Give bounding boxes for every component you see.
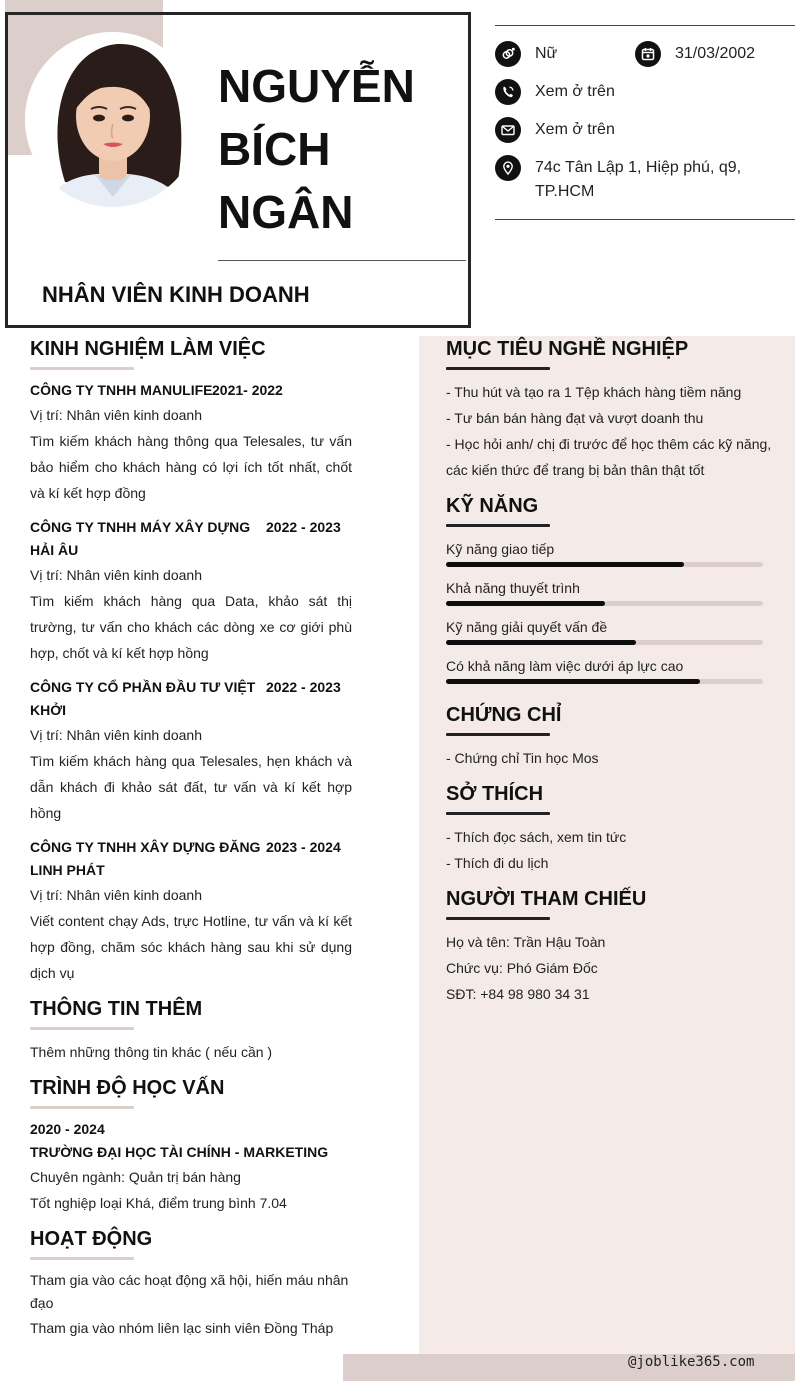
skill-bar-fill [446, 601, 605, 606]
activity-item: Tham gia vào nhóm liên lạc sinh viên Đồng Tháp [30, 1320, 334, 1336]
certificate-item: - Chứng chỉ Tin học Mos [446, 750, 599, 766]
job-2-company-line-2: HẢI ÂU [30, 542, 79, 558]
job-title: NHÂN VIÊN KINH DOANH [42, 282, 310, 307]
job-1-description: Tìm kiếm khách hàng thông qua Telesales, tư vấn bảo hiểm cho khách hàng có lợi ích tốt nhất, chốt và kí kết hợp đồng [30, 433, 352, 501]
job-1-period: 2021- 2022 [212, 382, 283, 398]
contact-bottom-divider [495, 219, 795, 220]
job-2-company-line-1: CÔNG TY TNHH MÁY XÂY DỰNG [30, 519, 251, 535]
hobby-item: - Thích đi du lịch [446, 855, 549, 871]
objective-item: - Học hỏi anh/ chị đi trước để học thêm các kỹ năng, các kiến thức để trang bị bản thân thật tốt [446, 436, 772, 478]
job-3-company-line-1: CÔNG TY CỔ PHẦN ĐẦU TƯ VIỆT [30, 679, 256, 695]
email-value: Xem ở trên [535, 121, 615, 138]
certificates-title: CHỨNG CHỈ [446, 704, 562, 726]
skill-bar-track [446, 601, 763, 606]
extra-info-title: THÔNG TIN THÊM [30, 998, 203, 1020]
name-line-3: NGÂN [218, 186, 354, 238]
gender-icon [495, 41, 521, 67]
skill-name: Kỹ năng giải quyết vấn đề [446, 619, 608, 635]
education-major: Chuyên ngành: Quản trị bán hàng [30, 1169, 241, 1185]
experience-title: KINH NGHIỆM LÀM VIỆC [30, 338, 266, 360]
skill-bar-fill [446, 562, 684, 567]
references-title: NGƯỜI THAM CHIẾU [446, 888, 647, 910]
name-line-1: NGUYỄN [218, 60, 415, 112]
job-3-description: Tìm kiếm khách hàng qua Telesales, hẹn khách và dẫn khách đi khảo sát đất, tư vấn và kí kết hợp hồng [30, 753, 352, 821]
activity-item: Tham gia vào các hoạt động xã hội, hiến máu nhân đạo [30, 1272, 349, 1311]
birthday-value: 31/03/2002 [675, 45, 756, 62]
job-4-period: 2023 - 2024 [266, 839, 341, 855]
candidate-name [218, 55, 458, 244]
calendar-icon [635, 41, 661, 67]
location-icon [495, 155, 521, 181]
job-4-description: Viết content chạy Ads, trực Hotline, tư vấn và kí kết hợp đồng, chăm sóc khách hàng sau khi sử dụng dịch vụ [30, 913, 352, 981]
extra-info-text: Thêm những thông tin khác ( nếu cần ) [30, 1044, 273, 1060]
experience-underline [30, 367, 134, 370]
reference-name: Họ và tên: Trần Hậu Toàn [446, 934, 606, 950]
job-1-position: Vị trí: Nhân viên kinh doanh [30, 407, 202, 423]
avatar [25, 32, 200, 207]
education-grade: Tốt nghiệp loại Khá, điểm trung bình 7.04 [30, 1195, 287, 1211]
skill-name: Có khả năng làm việc dưới áp lực cao [446, 658, 684, 674]
job-2-description: Tìm kiếm khách hàng qua Data, khảo sát thị trường, tư vấn cho khách các dòng xe cơ giới phù hợp, chốt và kí kết hợp hồng [30, 593, 352, 661]
activities-underline [30, 1257, 134, 1260]
skill-name: Kỹ năng giao tiếp [446, 541, 555, 557]
skill-bar-track [446, 562, 763, 567]
skill-bar-fill [446, 679, 700, 684]
job-4-company-line-1: CÔNG TY TNHH XÂY DỰNG ĐĂNG [30, 839, 261, 855]
job-3-company-line-2: KHỞI [30, 702, 67, 718]
job-2-position: Vị trí: Nhân viên kinh doanh [30, 567, 202, 583]
education-period: 2020 - 2024 [30, 1121, 105, 1137]
address-line-1: 74c Tân Lập 1, Hiệp phú, q9, [535, 159, 742, 176]
reference-position: Chức vụ: Phó Giám Đốc [446, 960, 598, 976]
contact-top-divider [495, 25, 795, 26]
references-underline [446, 917, 550, 920]
education-school: TRƯỜNG ĐẠI HỌC TÀI CHÍNH - MARKETING [30, 1144, 329, 1160]
skills-underline [446, 524, 550, 527]
objective-title: MỤC TIÊU NGHỀ NGHIỆP [446, 338, 689, 360]
phone-icon [495, 79, 521, 105]
extra-info-underline [30, 1027, 134, 1030]
skill-name: Khả năng thuyết trình [446, 580, 580, 596]
reference-phone: SĐT: +84 98 980 34 31 [446, 986, 590, 1002]
education-underline [30, 1106, 134, 1109]
hobbies-title: SỞ THÍCH [446, 783, 544, 805]
objective-item: - Tư bán bán hàng đạt và vượt doanh thu [446, 410, 704, 426]
skills-title: KỸ NĂNG [446, 495, 539, 517]
phone-value: Xem ở trên [535, 83, 615, 100]
email-icon [495, 117, 521, 143]
skill-bar-track [446, 640, 763, 645]
skill-bar-track [446, 679, 763, 684]
job-2-period: 2022 - 2023 [266, 519, 341, 535]
watermark: @joblike365.com [628, 1354, 755, 1370]
hobby-item: - Thích đọc sách, xem tin tức [446, 829, 627, 845]
profile-photo [25, 32, 200, 207]
objective-item: - Thu hút và tạo ra 1 Tệp khách hàng tiềm năng [446, 384, 742, 400]
job-4-company-line-2: LINH PHÁT [30, 862, 105, 878]
job-1-company: CÔNG TY TNHH MANULIFE [30, 382, 213, 398]
skill-bar-fill [446, 640, 636, 645]
job-4-position: Vị trí: Nhân viên kinh doanh [30, 887, 202, 903]
hobbies-underline [446, 812, 550, 815]
job-3-period: 2022 - 2023 [266, 679, 341, 695]
name-line-2: BÍCH [218, 123, 331, 175]
education-title: TRÌNH ĐỘ HỌC VẤN [30, 1077, 225, 1099]
name-divider [218, 260, 466, 261]
address-line-2: TP.HCM [535, 183, 595, 200]
gender-value: Nữ [535, 45, 558, 62]
certificates-underline [446, 733, 550, 736]
job-3-position: Vị trí: Nhân viên kinh doanh [30, 727, 202, 743]
objective-underline [446, 367, 550, 370]
activities-title: HOẠT ĐỘNG [30, 1228, 153, 1250]
